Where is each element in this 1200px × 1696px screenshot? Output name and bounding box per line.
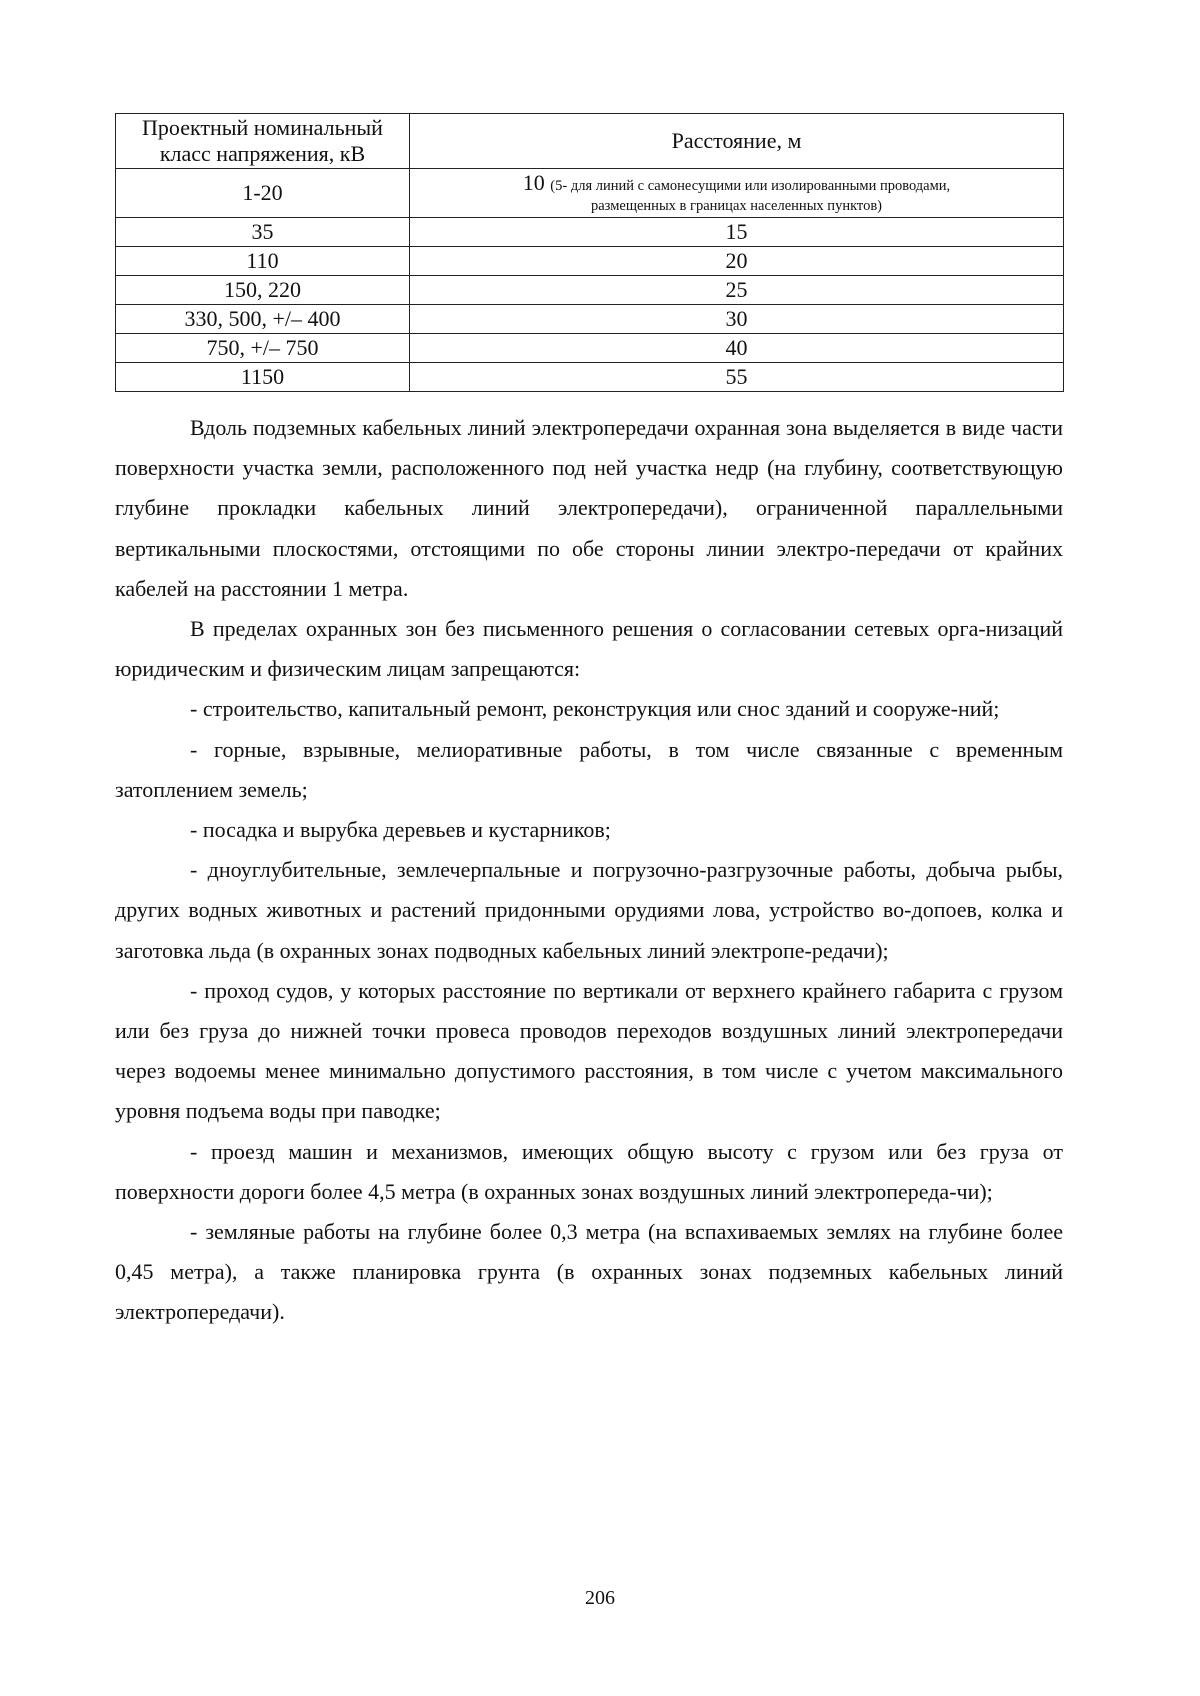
table-row — [116, 276, 1064, 305]
cell-voltage: 150, 220 — [116, 276, 410, 305]
table-row — [116, 218, 1064, 247]
cell-distance: 25 — [410, 276, 1064, 305]
cell-distance: 20 — [410, 247, 1064, 276]
cell-voltage: 750, +/– 750 — [116, 334, 410, 363]
distance-note-line-2: размещенных в границах населенных пунктов) — [591, 197, 882, 214]
table-row — [116, 363, 1064, 392]
list-item: - посадка и вырубка деревьев и кустарников; — [190, 817, 611, 843]
paragraph-cable-zone: Вдоль подземных кабельных линий электропередачи охранная зона выделяется в виде части поверхности участка земли, расположенного под ней участка недр (на глубину, соответствующую глубине прокладки кабельных линий электропередачи), ограниченной параллельными вертикальными плоскостями, отстоящими по обе стороны линии электро-передачи от крайних кабелей на расстоянии 1 метра. — [115, 415, 1063, 601]
distance-note-line-1: (5- для линий с самонесущими или изолированными проводами, — [550, 177, 951, 194]
body-text — [115, 408, 1063, 1333]
list-item: - проход судов, у которых расстояние по вертикали от верхнего крайнего габарита с грузом или без груза до нижней точки провеса проводов переходов воздушных линий электропередачи через водоемы менее минимально допустимого расстояния, в том числе с учетом максимального уровня подъема воды при паводке; — [115, 977, 1063, 1124]
table-row — [116, 334, 1064, 363]
cell-voltage: 110 — [116, 247, 410, 276]
cell-distance: 30 — [410, 305, 1064, 334]
header-distance: Расстояние, м — [410, 114, 1064, 169]
table-header-row — [116, 114, 1064, 169]
cell-distance — [410, 169, 1064, 218]
distance-value: 10 — [522, 169, 545, 195]
list-item: - горные, взрывные, мелиоративные работы, в том числе связанные с временным затоплением земель; — [115, 736, 1063, 802]
cell-voltage: 1-20 — [116, 169, 410, 218]
list-item: - земляные работы на глубине более 0,3 метра (на вспахиваемых землях на глубине более 0,45 метра), а также планировка грунта (в охранных зонах подземных кабельных линий электропередачи). — [115, 1219, 1063, 1325]
list-item: - строительство, капитальный ремонт, реконструкция или снос зданий и сооруже-ний; — [190, 696, 1000, 722]
cell-voltage: 1150 — [116, 363, 410, 392]
header-voltage-class: Проектный номинальный класс напряжения, кВ — [116, 114, 410, 169]
cell-distance: 40 — [410, 334, 1064, 363]
page-number: 206 — [585, 1587, 615, 1609]
cell-voltage: 330, 500, +/– 400 — [116, 305, 410, 334]
table-row — [116, 169, 1064, 218]
list-item: - проезд машин и механизмов, имеющих общую высоту с грузом или без груза от поверхности дороги более 4,5 метра (в охранных зонах воздушных линий электропереда-чи); — [115, 1138, 1063, 1204]
protection-zone-distance-table — [115, 113, 1064, 392]
cell-distance: 15 — [410, 218, 1064, 247]
table-row — [116, 247, 1064, 276]
cell-distance: 55 — [410, 363, 1064, 392]
paragraph-prohibitions-intro: В пределах охранных зон без письменного решения о согласовании сетевых орга-низаций юридическим и физическим лицам запрещаются: — [115, 616, 1063, 682]
cell-voltage: 35 — [116, 218, 410, 247]
list-item: - дноуглубительные, землечерпальные и погрузочно-разгрузочные работы, добыча рыбы, других водных животных и растений придонными орудиями лова, устройство во-допоев, колка и заготовка льда (в охранных зонах подводных кабельных линий электропе-редачи); — [115, 857, 1063, 963]
table-row — [116, 305, 1064, 334]
